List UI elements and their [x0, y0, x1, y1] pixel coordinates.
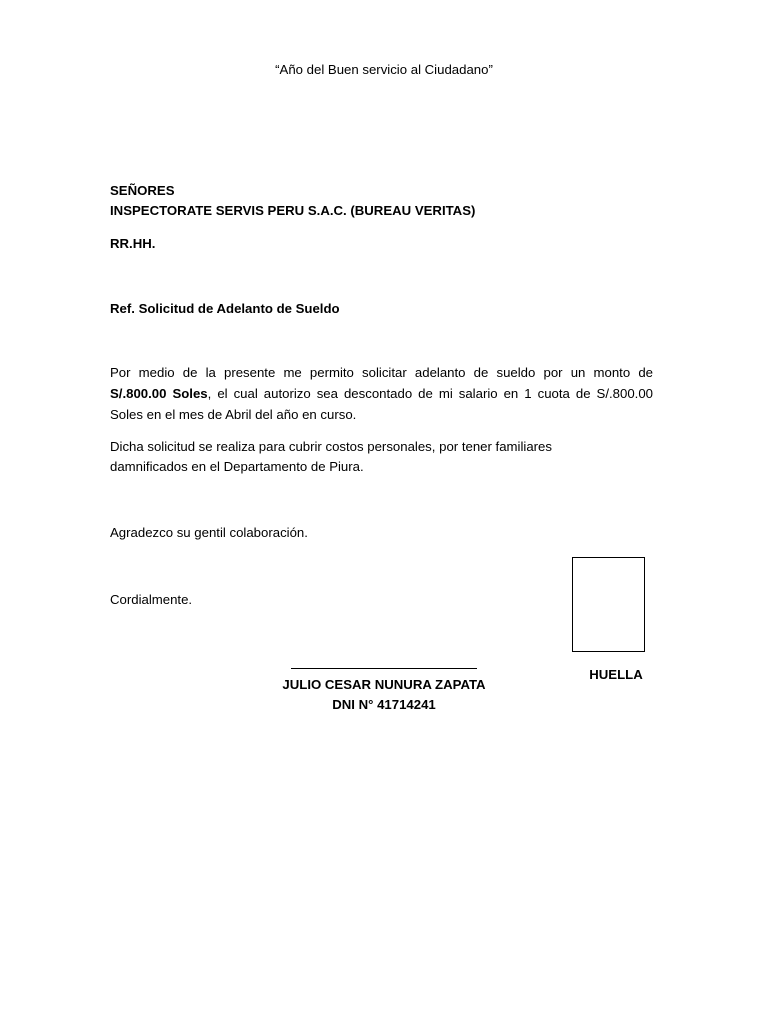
- body-paragraph-1-line-3: Soles en el mes de Abril del año en curso.: [110, 407, 357, 422]
- year-motto: “Año del Buen servicio al Ciudadano”: [275, 62, 493, 77]
- thanks-line: Agradezco su gentil colaboración.: [110, 525, 308, 540]
- signer-name: JULIO CESAR NUNURA ZAPATA: [282, 677, 486, 692]
- body-paragraph-2-line-2: damnificados en el Departamento de Piura.: [110, 459, 364, 474]
- fingerprint-box: [572, 557, 645, 652]
- fingerprint-label: HUELLA: [589, 667, 643, 682]
- reference-line: Ref. Solicitud de Adelanto de Sueldo: [110, 301, 340, 316]
- signature-line: [291, 668, 477, 669]
- signer-dni: DNI N° 41714241: [332, 697, 436, 712]
- body-paragraph-1-line-2-rest: , el cual autorizo sea descontado de mi salario en 1 cuota de S/.800.00: [207, 386, 653, 401]
- closing-line: Cordialmente.: [110, 592, 193, 607]
- salutation: SEÑORES: [110, 183, 175, 198]
- body-paragraph-1-line-2: [110, 385, 653, 402]
- body-paragraph-1-line-1: Por medio de la presente me permito solicitar adelanto de sueldo por un monto de: [110, 365, 653, 380]
- loan-amount: S/.800.00 Soles: [110, 386, 208, 401]
- body-paragraph-2-line-1: Dicha solicitud se realiza para cubrir costos personales, por tener familiares: [110, 439, 552, 454]
- department: RR.HH.: [110, 236, 156, 251]
- company-name: INSPECTORATE SERVIS PERU S.A.C. (BUREAU VERITAS): [110, 203, 476, 218]
